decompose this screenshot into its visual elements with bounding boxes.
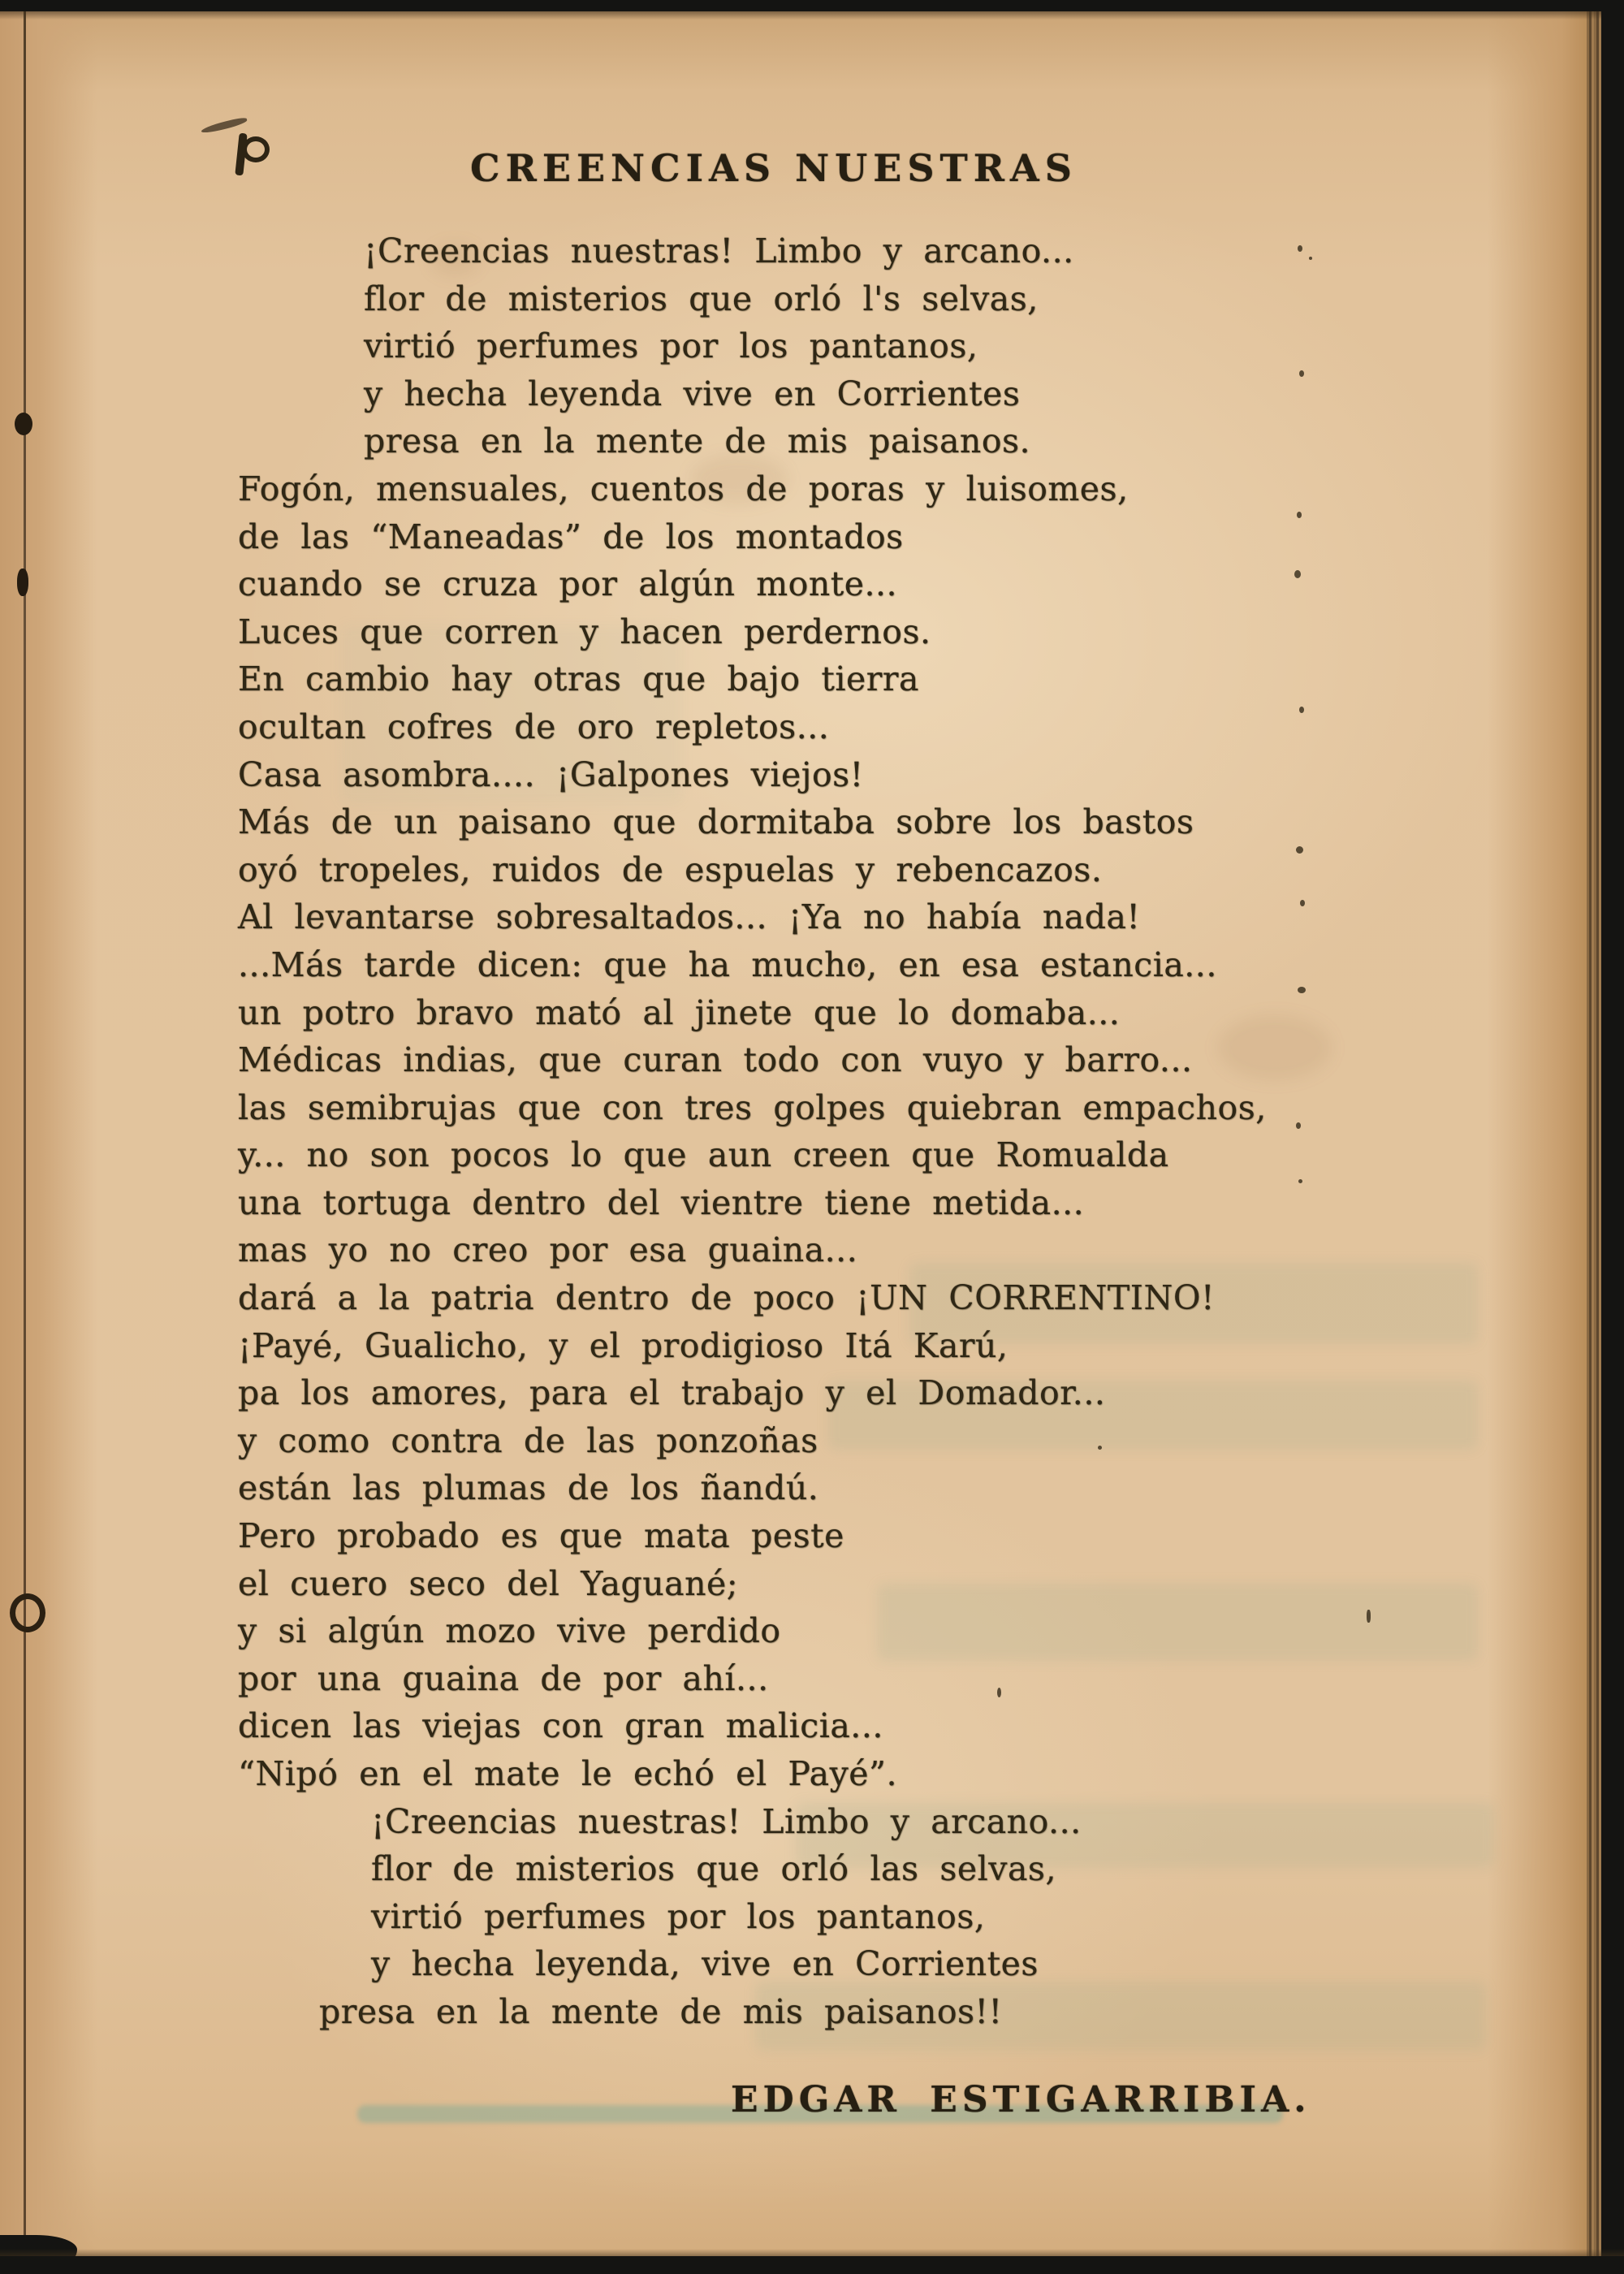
poem-line: Casa asombra.... ¡Galpones viejos! <box>238 754 864 794</box>
poem-line: En cambio hay otras que bajo tierra <box>238 659 919 699</box>
poem-stanza-opening <box>364 227 1553 465</box>
poem-line: una tortuga dentro del vientre tiene metida... <box>238 1182 1085 1222</box>
poem-line: ¡Payé, Gualicho, y el prodigioso Itá Karú, <box>238 1325 1009 1365</box>
poem-line: están las plumas de los ñandú. <box>238 1468 819 1508</box>
poem-line: Médicas indias, que curan todo con vuyo y barro... <box>238 1040 1193 1080</box>
poem-line: cuando se cruza por algún monte... <box>238 564 898 604</box>
poem-line: ¡Creencias nuestras! Limbo y arcano... <box>371 1801 1082 1841</box>
poem-line: presa en la mente de mis paisanos. <box>364 422 1031 461</box>
poem-line: ...Más tarde dicen: que ha mucho, en esa estancia... <box>238 945 1217 984</box>
scan-edge-top <box>0 0 1624 11</box>
poem-line: dará a la patria dentro de poco ¡UN CORRENTINO! <box>238 1278 1215 1318</box>
poem-line: ocultan cofres de oro repletos... <box>238 707 830 746</box>
poem-line: presa en la mente de mis paisanos!! <box>319 1991 1003 2031</box>
poem-line: dicen las viejas con gran malicia... <box>238 1706 883 1746</box>
scan-edge-right <box>1601 0 1624 2274</box>
poem-line: virtió perfumes por los pantanos, <box>371 1896 986 1936</box>
binding-knot <box>17 568 28 596</box>
poem-line: un potro bravo mató al jinete que lo domaba... <box>238 992 1121 1032</box>
page-title: CREENCIAS NUESTRAS <box>470 146 1078 190</box>
page-bottom-shadow <box>0 2249 1624 2256</box>
poem-line: flor de misterios que orló las selvas, <box>371 1849 1056 1889</box>
poem-line: por una guaina de por ahí... <box>238 1658 769 1698</box>
poem-body <box>238 465 1553 1798</box>
paper-left-shade <box>0 0 97 2274</box>
poem-line: y hecha leyenda vive en Corrientes <box>364 374 1021 413</box>
poem-line: Luces que corren y hacen perdernos. <box>238 612 931 651</box>
poem-line: ¡Creencias nuestras! Limbo y arcano... <box>364 231 1074 270</box>
poem-stanza-closing <box>319 1798 1553 2036</box>
poem-line: Pero probado es que mata peste <box>238 1516 844 1556</box>
poem-line: “Nipó en el mate le echó el Payé”. <box>238 1754 897 1793</box>
poem-line: y si algún mozo vive perdido <box>238 1611 781 1651</box>
binding-knot <box>10 1593 45 1632</box>
ink-blot <box>201 116 248 135</box>
poem-line: Fogón, mensuales, cuentos de poras y luisomes, <box>238 469 1129 508</box>
scan-edge-bottom <box>0 2256 1624 2274</box>
poem-line: Al levantarse sobresaltados... ¡Ya no había nada! <box>238 897 1141 937</box>
poem-line: de las “Maneadas” de los montados <box>238 517 904 556</box>
page-top-shadow <box>0 11 1624 19</box>
poem-line: y como contra de las ponzoñas <box>238 1420 818 1460</box>
binding-knot <box>15 413 32 435</box>
poem-line: las semibrujas que con tres golpes quiebran empachos, <box>238 1087 1267 1127</box>
author-signature: EDGAR ESTIGARRIBIA. <box>731 2079 1311 2121</box>
poem-line: mas yo no creo por esa guaina... <box>238 1230 858 1270</box>
poem-line: y... no son pocos lo que aun creen que Romualda <box>238 1135 1169 1175</box>
poem <box>238 227 1553 2036</box>
poem-line: y hecha leyenda, vive en Corrientes <box>371 1944 1039 1984</box>
poem-line: el cuero seco del Yaguané; <box>238 1563 739 1603</box>
poem-line: flor de misterios que orló l's selvas, <box>364 279 1039 318</box>
poem-line: Más de un paisano que dormitaba sobre los bastos <box>238 802 1194 842</box>
binding-crease-line <box>24 0 26 2274</box>
poem-line: virtió perfumes por los pantanos, <box>364 326 978 366</box>
poem-line: pa los amores, para el trabajo y el Domador... <box>238 1373 1106 1413</box>
poem-line: oyó tropeles, ruidos de espuelas y rebencazos. <box>238 850 1103 889</box>
